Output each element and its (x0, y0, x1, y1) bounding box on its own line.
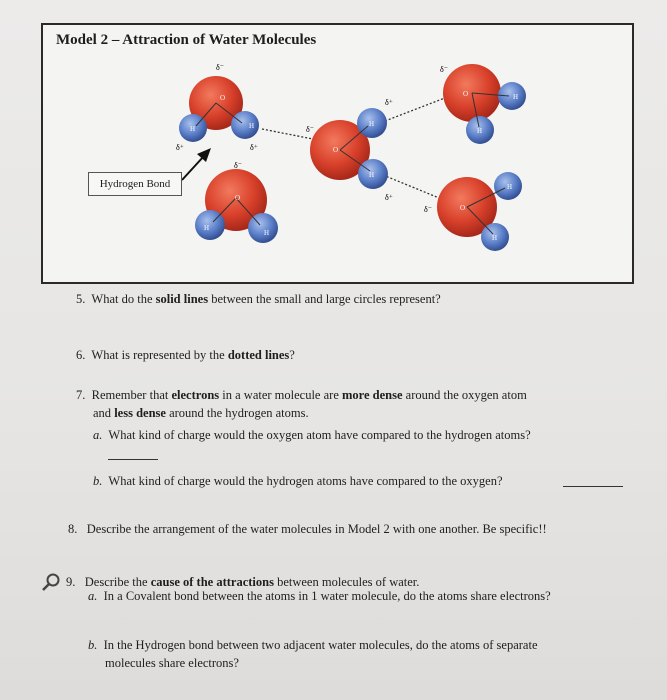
hydrogen-atom (248, 213, 278, 243)
atom-label-hydrogen: H (204, 224, 210, 232)
hydrogen-atom (498, 82, 526, 110)
question-7a: a. What kind of charge would the oxygen atom have compared to the hydrogen atoms? (93, 428, 531, 442)
delta-minus-label: δ⁻ (440, 65, 448, 74)
atom-label-hydrogen: H (190, 125, 196, 133)
atom-label-hydrogen: H (477, 127, 483, 135)
atom-label-oxygen: O (463, 90, 469, 98)
question-7b: b. What kind of charge would the hydrogen atoms have compared to the oxygen? (93, 474, 503, 488)
answer-blank-7b[interactable] (563, 477, 623, 487)
question-9a: a. In a Covalent bond between the atoms in 1 water molecule, do the atoms share electrons? (88, 589, 551, 603)
water-molecule-5 (424, 172, 522, 251)
delta-minus-label: δ⁻ (234, 161, 242, 170)
hbond-line-2 (385, 96, 450, 121)
delta-minus-label: δ⁻ (306, 125, 314, 134)
delta-minus-label: δ⁻ (424, 205, 432, 214)
water-molecule-3 (306, 98, 393, 202)
question-9b: b. In the Hydrogen bond between two adjacent water molecules, do the atoms of separate (88, 638, 538, 652)
question-7-line-2: and less dense around the hydrogen atoms. (93, 406, 309, 420)
water-molecule-4 (440, 64, 526, 144)
question-6: 6. What is represented by the dotted lines? (76, 348, 295, 362)
atom-label-hydrogen: H (249, 122, 255, 130)
atom-label-hydrogen: H (369, 120, 375, 128)
delta-plus-label: δ⁺ (250, 143, 258, 152)
hydrogen-bond-label: Hydrogen Bond (88, 172, 182, 196)
atom-label-hydrogen: H (507, 183, 513, 191)
answer-blank-7a[interactable] (108, 452, 158, 460)
question-5: 5. What do the solid lines between the small and large circles represent? (76, 292, 441, 306)
hydrogen-bond-arrow (182, 148, 211, 180)
delta-plus-label: δ⁺ (385, 193, 393, 202)
delta-plus-label: δ⁺ (176, 143, 184, 152)
delta-plus-label: δ⁺ (385, 98, 393, 107)
magnifier-icon (40, 572, 62, 592)
question-7: 7. Remember that electrons in a water molecule are more dense around the oxygen atom (76, 388, 527, 402)
question-9b-line-2: molecules share electrons? (105, 656, 239, 670)
hydrogen-atom (231, 111, 259, 139)
atom-label-hydrogen: H (369, 171, 375, 179)
atom-label-hydrogen: H (264, 229, 270, 237)
water-molecule-1 (176, 63, 259, 152)
delta-minus-label: δ⁻ (216, 63, 224, 72)
atom-label-oxygen: O (460, 204, 466, 212)
atom-label-hydrogen: H (492, 234, 498, 242)
atom-label-oxygen: O (235, 194, 241, 202)
model-title: Model 2 – Attraction of Water Molecules (56, 32, 317, 48)
question-9: 9. Describe the cause of the attractions between molecules of water. (66, 575, 420, 589)
question-8: 8. Describe the arrangement of the water molecules in Model 2 with one another. Be specific!! (68, 522, 547, 536)
atom-label-oxygen: O (333, 146, 339, 154)
atom-label-oxygen: O (220, 94, 226, 102)
atom-label-hydrogen: H (513, 93, 519, 101)
water-molecule-2 (195, 161, 278, 243)
